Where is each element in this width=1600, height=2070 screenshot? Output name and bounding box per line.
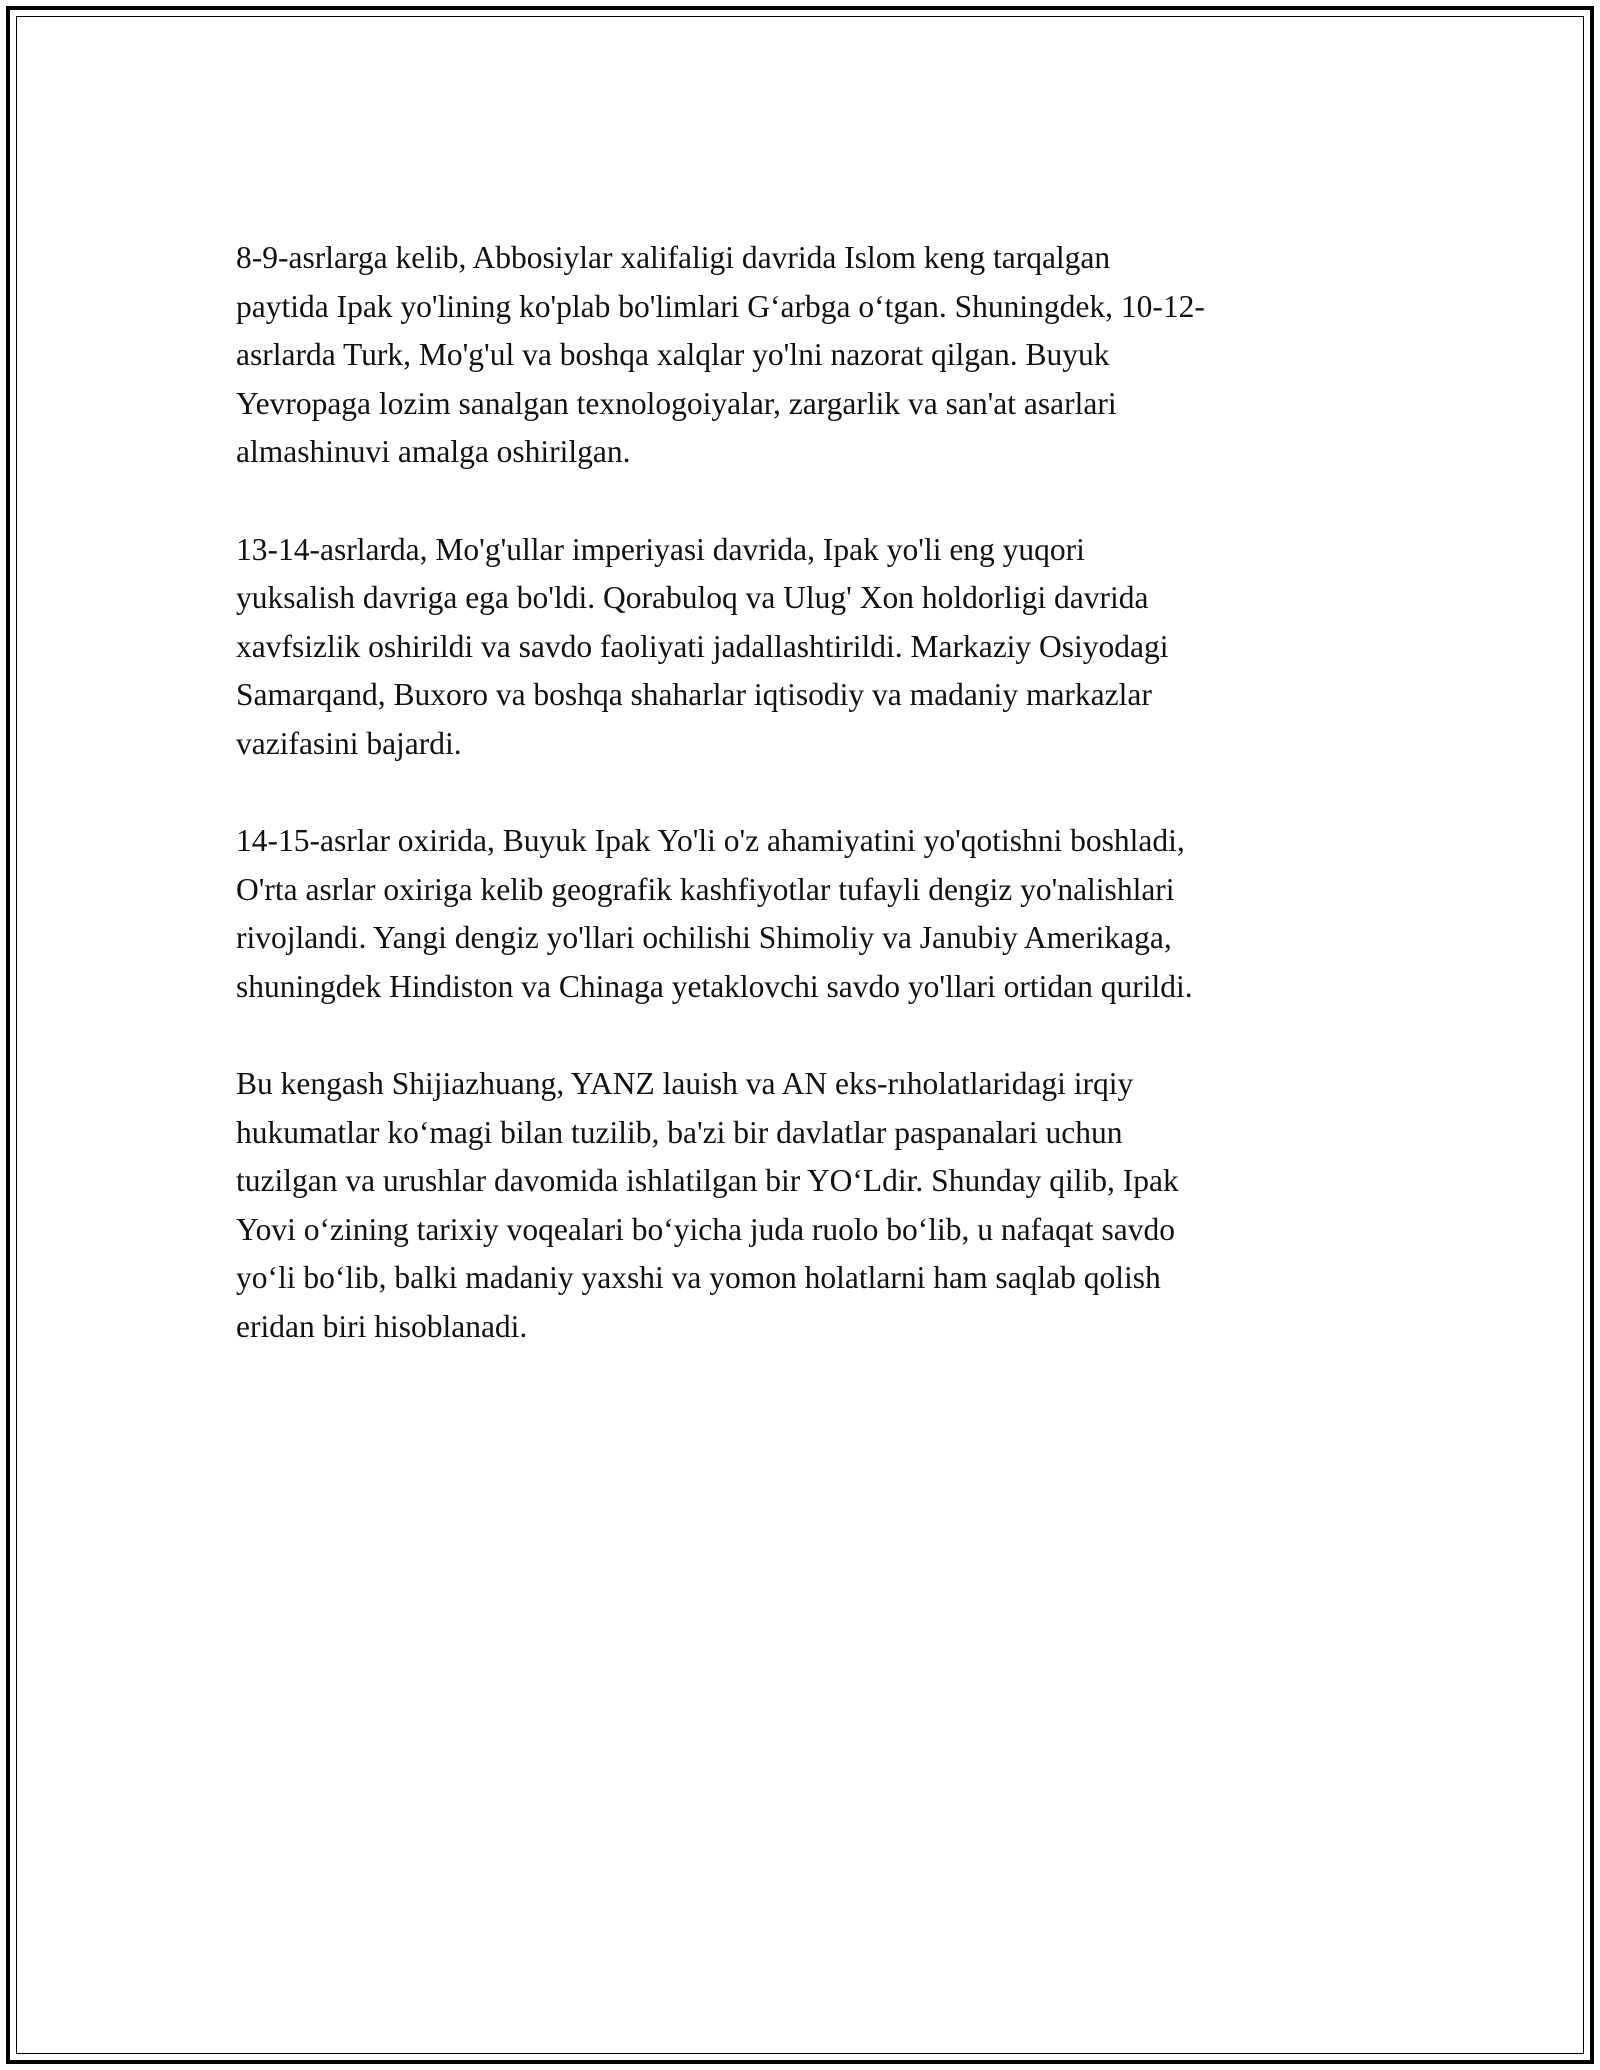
paragraph-3 [236,817,1376,1011]
text-line: Bu kengash Shijiazhuang, YANZ lauish va AN eks-rıholatlaridagi irqiy [236,1066,1134,1102]
text-line: 14-15-asrlar oxirida, Buyuk Ipak Yo'li o'z ahamiyatini yo'qotishni boshladi, [236,823,1185,859]
paragraph-1 [236,234,1376,477]
text-line: tuzilgan va urushlar davomida ishlatilgan bir YO‘Ldir. Shunday qilib, Ipak [236,1163,1179,1199]
text-line: yo‘li bo‘lib, balki madaniy yaxshi va yomon holatlarni ham saqlab qolish [236,1260,1161,1296]
text-line: xavfsizlik oshirildi va savdo faoliyati jadallashtirildi. Markaziy Osiyodagi [236,628,1169,664]
text-line: Yevropaga lozim sanalgan texnologoiyalar, zargarlik va san'at asarlari [236,385,1117,421]
paragraph-4 [236,1060,1376,1352]
text-line: Samarqand, Buxoro va boshqa shaharlar iqtisodiy va madaniy markazlar [236,677,1152,713]
paragraph-2 [236,526,1376,769]
text-line: shuningdek Hindiston va Chinaga yetaklovchi savdo yo'llari ortidan qurildi. [236,968,1193,1004]
text-line: asrlarda Turk, Mo'g'ul va boshqa xalqlar yo'lni nazorat qilgan. Buyuk [236,337,1110,373]
text-line: almashinuvi amalga oshirilgan. [236,434,631,470]
text-line: vazifasini bajardi. [236,725,462,761]
text-line: yuksalish davriga ega bo'ldi. Qorabuloq va Ulug' Xon holdorligi davrida [236,580,1149,616]
text-line: O'rta asrlar oxiriga kelib geografik kashfiyotlar tufayli dengiz yo'nalishlari [236,871,1175,907]
text-line: eridan biri hisoblanadi. [236,1309,528,1345]
text-line: hukumatlar ko‘magi bilan tuzilib, ba'zi bir davlatlar paspanalari uchun [236,1114,1123,1150]
text-line: 8-9-asrlarga kelib, Abbosiylar xalifaligi davrida Islom keng tarqalgan [236,240,1111,275]
text-line: rivojlandi. Yangi dengiz yo'llari ochilishi Shimoliy va Janubiy Amerikaga, [236,920,1172,956]
text-line: Yovi o‘zining tarixiy voqealari bo‘yicha juda ruolo bo‘lib, u nafaqat savdo [236,1211,1175,1247]
text-line: 13-14-asrlarda, Mo'g'ullar imperiyasi davrida, Ipak yo'li eng yuqori [236,531,1085,567]
document-body [236,234,1376,1400]
text-line: paytida Ipak yo'lining ko'plab bo'limlari G‘arbga o‘tgan. Shuningdek, 10-12- [236,288,1205,324]
